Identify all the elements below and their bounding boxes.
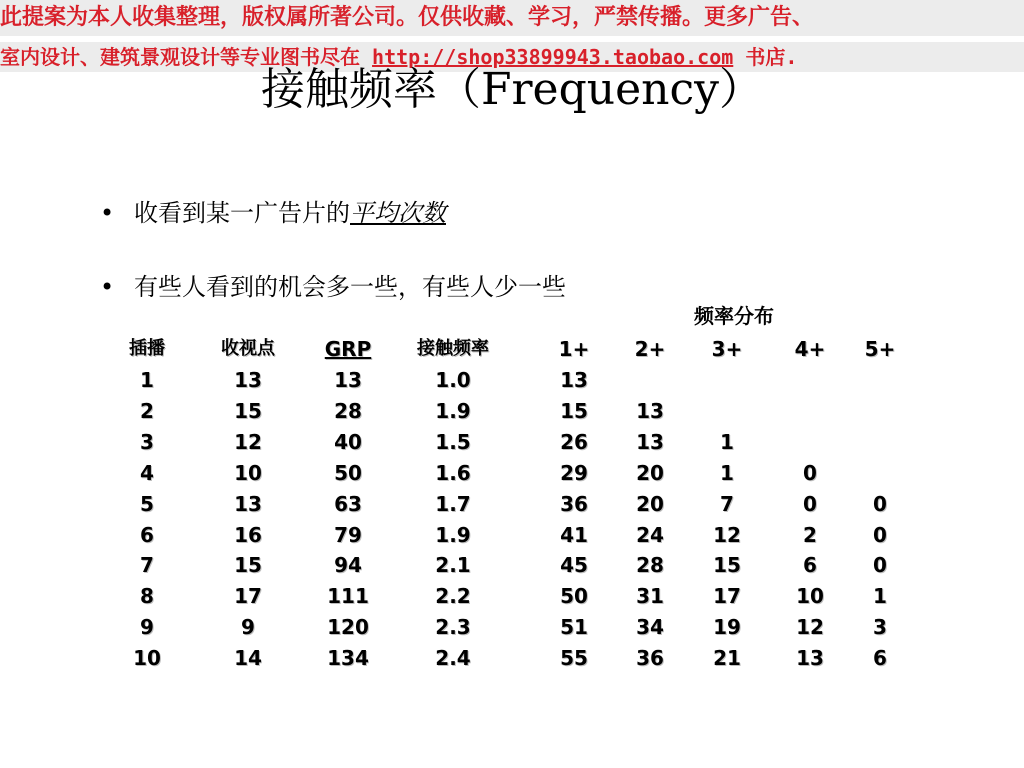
bullet-item — [100, 196, 446, 230]
table-cell: 20 — [636, 460, 664, 485]
table-cell: 13 — [234, 368, 262, 392]
table-cell: 12 — [796, 615, 824, 640]
table-cell: 10 — [133, 646, 161, 671]
watermark-text-prefix: 室内设计、建筑景观设计等专业图书尽在 — [0, 45, 373, 69]
table-cell: 2.4 — [435, 646, 471, 671]
table-cell: 41 — [560, 522, 588, 547]
table-cell: 3 — [873, 615, 887, 640]
table-cell: 31 — [636, 584, 664, 609]
table-cell: 3 — [140, 429, 154, 454]
table-cell: 0 — [873, 553, 887, 578]
table-cell: 13 — [560, 368, 588, 392]
table-cell: 10 — [234, 460, 262, 485]
column-header: 5+ — [864, 337, 896, 361]
table-cell: 94 — [334, 553, 362, 578]
table-cell: 13 — [636, 398, 664, 423]
table-cell: 14 — [234, 646, 262, 671]
table-cell: 20 — [636, 491, 664, 516]
table-cell: 63 — [334, 491, 362, 516]
bullet-text: 收看到某一广告片的 — [134, 199, 350, 227]
table-cell: 34 — [636, 615, 664, 640]
table-cell: 111 — [327, 584, 369, 609]
table-cell: 8 — [140, 584, 154, 609]
table-cell: 51 — [560, 615, 588, 640]
table-cell: 1.5 — [435, 429, 471, 454]
table-cell: 2.1 — [435, 553, 471, 578]
table-cell: 6 — [873, 646, 887, 671]
table-cell: 1 — [720, 460, 734, 485]
table-cell: 1.6 — [435, 460, 471, 485]
watermark-text-suffix: 书店. — [733, 45, 798, 69]
column-header: GRP — [324, 337, 372, 361]
table-cell: 45 — [560, 553, 588, 578]
table-cell: 1 — [140, 368, 154, 392]
table-cell: 55 — [560, 646, 588, 671]
table-cell: 1 — [720, 429, 734, 454]
table-cell: 24 — [636, 522, 664, 547]
table-cell: 2 — [140, 398, 154, 423]
table-cell: 1.0 — [435, 368, 471, 392]
table-cell: 29 — [560, 460, 588, 485]
table-cell: 2 — [803, 522, 817, 547]
table-cell: 134 — [327, 646, 369, 671]
watermark-url-link[interactable]: http://shop33899943.taobao.com — [372, 45, 734, 69]
bullet-text: 有些人看到的机会多一些，有些人少一些 — [134, 273, 566, 301]
column-header: 插播 — [129, 338, 165, 359]
table-cell: 13 — [234, 491, 262, 516]
table-cell: 1.9 — [435, 522, 471, 547]
column-header: 接触频率 — [417, 338, 489, 359]
table-cell: 6 — [140, 522, 154, 547]
table-cell: 50 — [560, 584, 588, 609]
table-cell: 10 — [796, 584, 824, 609]
table-cell: 9 — [140, 615, 154, 640]
bullet-marker: • — [100, 273, 115, 301]
table-cell: 7 — [140, 553, 154, 578]
table-cell: 6 — [803, 553, 817, 578]
table-cell: 0 — [873, 491, 887, 516]
table-cell: 40 — [334, 429, 362, 454]
watermark-text: 此提案为本人收集整理，版权属所著公司。仅供收藏、学习，严禁传播。更多广告、 — [0, 5, 815, 30]
column-header: 收视点 — [221, 338, 275, 359]
table-cell: 17 — [713, 584, 741, 609]
table-cell: 19 — [713, 615, 741, 640]
table-cell: 0 — [873, 522, 887, 547]
slide-title: 接触频率（Frequency） — [261, 64, 763, 115]
table-cell: 50 — [334, 460, 362, 485]
table-cell: 5 — [140, 491, 154, 516]
table-cell: 12 — [713, 522, 741, 547]
table-cell: 1.9 — [435, 398, 471, 423]
table-cell: 28 — [334, 398, 362, 423]
bullet-item — [100, 270, 566, 304]
table-cell: 120 — [327, 615, 369, 640]
bullet-emphasis: 平均次数 — [350, 199, 446, 227]
column-header: 3+ — [711, 337, 743, 361]
table-cell: 16 — [234, 522, 262, 547]
table-cell: 21 — [713, 646, 741, 671]
table-cell: 2.2 — [435, 584, 471, 609]
table-cell: 2.3 — [435, 615, 471, 640]
bullet-marker: • — [100, 199, 115, 227]
table-cell: 15 — [560, 398, 588, 423]
table-cell: 1 — [873, 584, 887, 609]
column-header: 2+ — [634, 337, 666, 361]
table-cell: 36 — [560, 491, 588, 516]
table-cell: 1.7 — [435, 491, 471, 516]
table-cell: 12 — [234, 429, 262, 454]
table-cell: 4 — [140, 460, 154, 485]
table-cell: 9 — [241, 615, 255, 640]
table-cell: 15 — [234, 553, 262, 578]
table-cell: 28 — [636, 553, 664, 578]
table-cell: 26 — [560, 429, 588, 454]
table-cell: 17 — [234, 584, 262, 609]
table-cell: 0 — [803, 460, 817, 485]
table-cell: 79 — [334, 522, 362, 547]
table-cell: 0 — [803, 491, 817, 516]
column-header: 1+ — [558, 337, 590, 361]
table-cell: 36 — [636, 646, 664, 671]
table-cell: 15 — [713, 553, 741, 578]
table-cell: 15 — [234, 398, 262, 423]
table-cell: 13 — [334, 368, 362, 392]
frequency-distribution-label: 频率分布 — [694, 304, 774, 328]
table-cell: 13 — [796, 646, 824, 671]
column-header: 4+ — [794, 337, 826, 361]
watermark-banner-top — [0, 0, 1024, 36]
table-cell: 7 — [720, 491, 734, 516]
table-cell: 13 — [636, 429, 664, 454]
